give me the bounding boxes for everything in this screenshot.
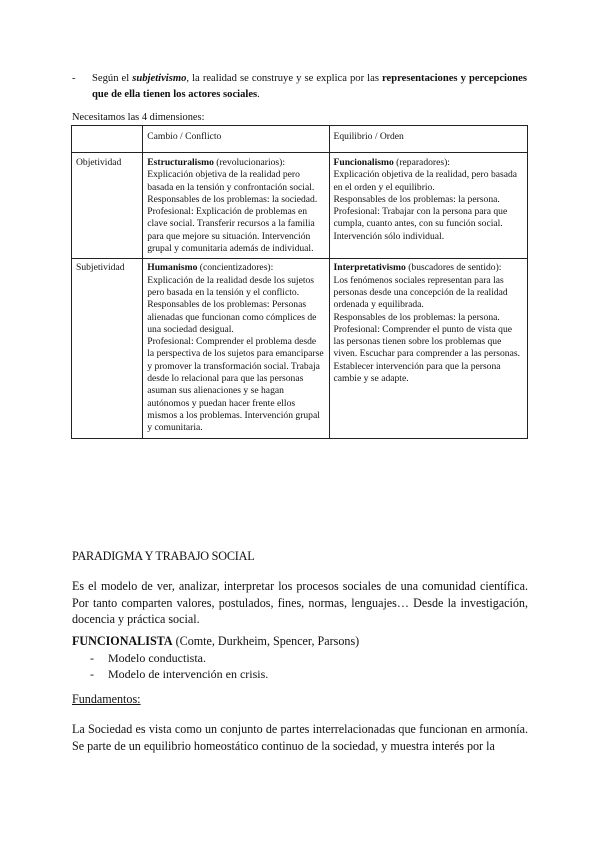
header-empty-cell <box>72 126 143 153</box>
header-order: Equilibrio / Orden <box>329 126 527 153</box>
table-row-objectivity <box>72 153 528 259</box>
row-label-subjectivity: Subjetividad <box>72 259 143 438</box>
functionalism-title: Funcionalismo <box>333 157 394 168</box>
row-label-objectivity: Objetividad <box>72 153 143 259</box>
cell-humanism: Humanismo (concientizadores): Explicación de la realidad desde los sujetos pero basada en la tensión y el conflicto. Responsables de los problemas: Personas alienadas que funcionan como cómplices de una sociedad desigual. Profesional: Comprender el problema desde la perspectiva de los sujetos para emanciparse y promover la transformación social. Trabaja desde lo relacional para que las personas asuman sus alienaciones y se hagan autónomos y puedan hacer frente ellos mismos a los problemas. Intervención grupal y comunitaria. <box>143 259 329 438</box>
fundamentals-heading: Fundamentos: <box>72 692 141 706</box>
dimensions-label: Necesitamos las 4 dimensiones: <box>72 112 205 123</box>
models-list <box>72 651 268 682</box>
functionalist-heading <box>72 634 359 649</box>
fundamentals-paragraph: La Sociedad es vista como un conjunto de partes interrelacionadas que funcionan en armonía. Se parte de un equilibrio homeostático continuo de la sociedad, y muestra interés por la <box>72 722 528 753</box>
functionalist-authors: (Comte, Durkheim, Spencer, Parsons) <box>172 634 360 648</box>
cell-structuralism: Estructuralismo (revolucionarios): Explicación objetiva de la realidad pero basada en la tensión y confrontación social. Responsables de los problemas: la sociedad. Profesional: Explicación de problemas en clave social. Transferir recursos a la familia para que mejore su situación. Intervención grupal y comunitaria además de individual. <box>143 153 329 259</box>
list-item: - Modelo de intervención en crisis. <box>90 666 269 681</box>
table-row-subjectivity <box>72 259 528 438</box>
cell-interpretativism: Interpretativismo (buscadores de sentido): Los fenómenos sociales representan para las personas desde una concepción de la realidad ordenada y equilibrada. Responsables de los problemas: la persona. Profesional: Comprender el punto de vista que las personas tienen sobre los problemas que viven. Escuchar para comprender a las personas. Establecer intervención para que la persona cambie y se adapte. <box>329 259 527 438</box>
bullet-dash: - <box>72 73 76 84</box>
paradigm-paragraph: Es el modelo de ver, analizar, interpretar los procesos sociales de una comunidad científica. Por tanto comparten valores, postulados, fines, normas, lenguajes… Desde la investigación, docencia y práctica social. <box>72 579 528 626</box>
structuralism-title: Estructuralismo <box>147 157 214 168</box>
subjectivism-text: Según el subjetivismo, la realidad se construye y se explica por las representaciones y percepciones que de ella tienen los actores sociales. <box>92 73 528 100</box>
header-conflict: Cambio / Conflicto <box>143 126 329 153</box>
subjectivism-term: subjetivismo <box>132 73 187 84</box>
section-title: PARADIGMA Y TRABAJO SOCIAL <box>72 549 255 563</box>
list-item: - Modelo conductista. <box>90 651 206 665</box>
functionalist-title: FUNCIONALISTA <box>72 634 173 648</box>
subjectivism-bullet <box>72 71 527 103</box>
interpretativism-title: Interpretativismo <box>333 262 406 274</box>
table-header-row <box>72 126 528 153</box>
representations-term: representaciones y percepciones que de ella tienen los actores sociales <box>92 73 528 100</box>
dimensions-table <box>71 125 528 439</box>
cell-functionalism: Funcionalismo (reparadores): Explicación objetiva de la realidad, pero basada en el orden y el equilibrio. Responsables de los problemas: la persona. Profesional: Trabajar con la persona para que cumpla, cuanto antes, con su función social. Intervención sólo individual. <box>329 153 527 259</box>
humanism-title: Humanismo <box>147 262 198 274</box>
